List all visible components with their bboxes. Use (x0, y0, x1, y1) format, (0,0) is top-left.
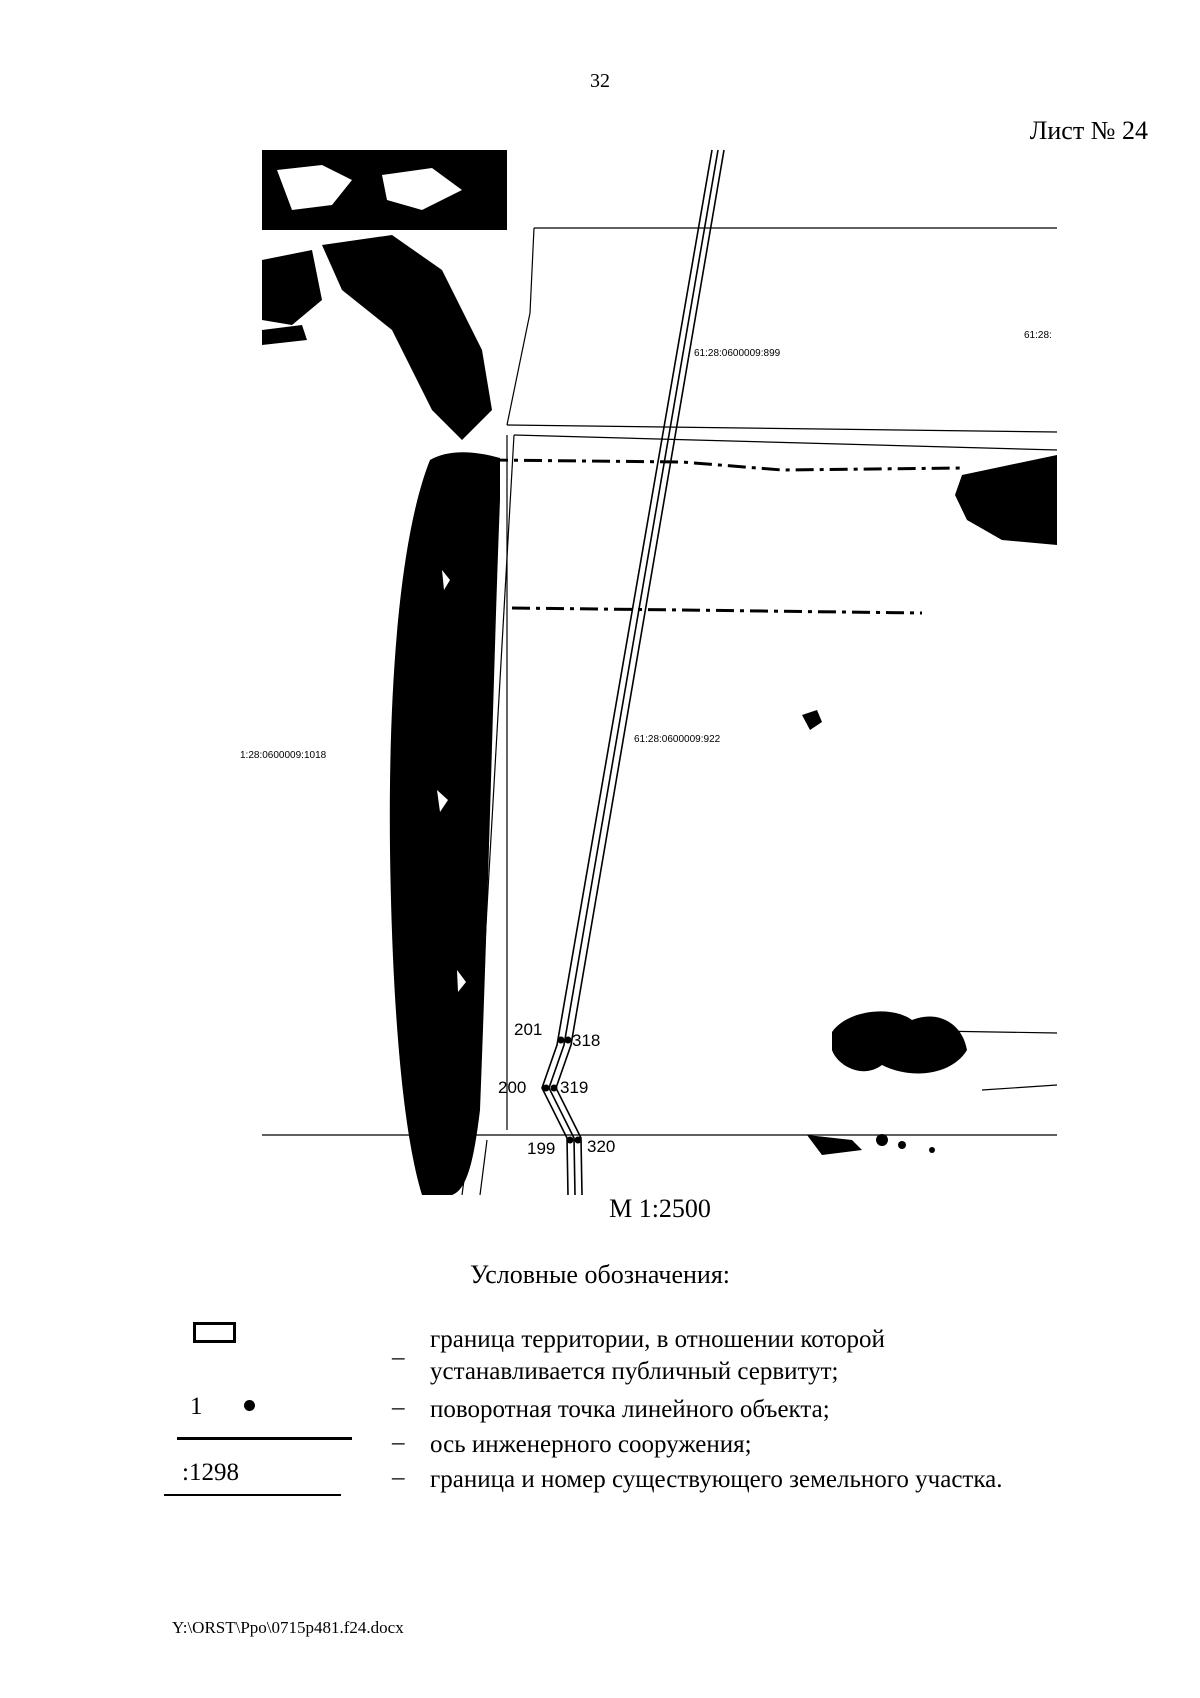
point-318-marker (565, 1037, 572, 1044)
legend-symbol-point-label: 1 (190, 1393, 203, 1420)
parcel-label-1018: 1:28:0600009:1018 (240, 750, 327, 761)
legend-title: Условные обозначения: (469, 1260, 731, 1289)
footer-file-path: Y:\ORST\Ppo\0715p481.f24.docx (172, 1618, 404, 1637)
cadastral-map (240, 150, 1057, 1195)
point-199-marker (567, 1137, 574, 1144)
legend-dash-4: – (392, 1464, 405, 1491)
point-label-318: 318 (572, 1031, 601, 1050)
parcel-label-edge: 61:28: (1024, 330, 1052, 341)
page-number: 32 (590, 70, 610, 92)
point-label-319: 319 (560, 1078, 589, 1097)
legend-dash-1: – (392, 1344, 405, 1371)
sheet-label: Лист № 24 (1029, 116, 1148, 145)
dashed-boundaries (490, 460, 962, 613)
legend-dash-2: – (392, 1394, 405, 1421)
point-201-marker (558, 1037, 565, 1044)
point-319-marker (551, 1085, 558, 1092)
legend-symbol-parcel-label: :1298 (182, 1459, 239, 1486)
point-label-199: 199 (527, 1139, 556, 1158)
legend-symbol-rectangle (193, 1322, 236, 1343)
legend-text-turning-point: поворотная точка линейного объекта; (430, 1396, 830, 1423)
point-label-200: 200 (498, 1078, 527, 1097)
map-svg (240, 150, 1057, 1195)
vegetation-top-left (262, 150, 507, 440)
vegetation-right (802, 455, 1057, 1155)
point-label-320: 320 (587, 1137, 616, 1156)
parcel-label-899: 61:28:0600009:899 (694, 348, 781, 359)
map-scale: М 1:2500 (609, 1194, 711, 1223)
point-320-marker (575, 1137, 582, 1144)
legend-text-axis: ось инженерного сооружения; (430, 1431, 752, 1458)
vegetation-strip (390, 452, 500, 1195)
point-label-201: 201 (514, 1020, 543, 1039)
legend-symbol-point-icon (244, 1400, 255, 1411)
legend-text-parcel: граница и номер существующего земельного участка. (430, 1466, 1003, 1493)
legend-symbol-axis-line (177, 1437, 352, 1440)
legend-text-boundary-line2: устанавливается публичный сервитут; (430, 1358, 839, 1385)
point-200-marker (543, 1085, 550, 1092)
legend-text-boundary-line1: граница территории, в отношении которой (430, 1326, 885, 1353)
legend-symbol-parcel-line (164, 1494, 341, 1496)
legend-dash-3: – (392, 1429, 405, 1456)
parcel-label-922: 61:28:0600009:922 (634, 734, 721, 745)
